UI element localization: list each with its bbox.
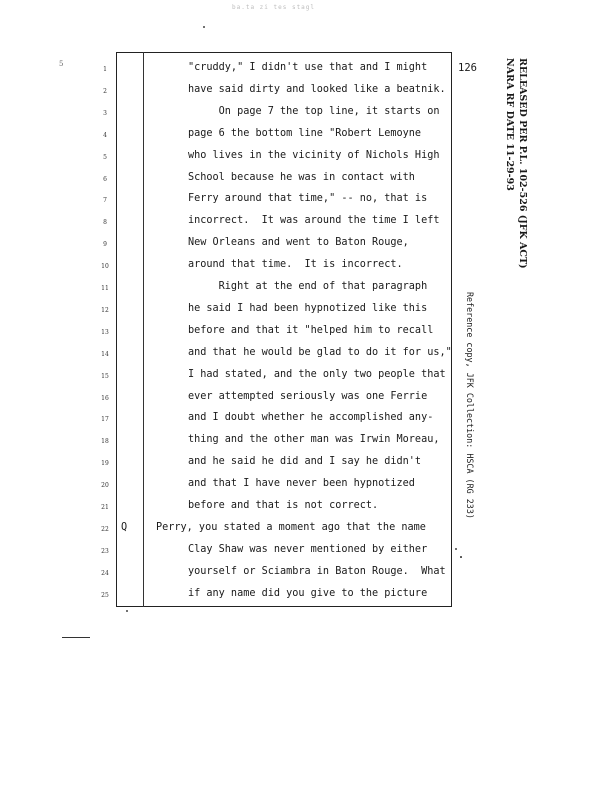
transcript-line: have said dirty and looked like a beatnik. — [188, 83, 446, 95]
line-number: 21 — [101, 504, 109, 511]
line-number: 16 — [101, 394, 109, 402]
left-margin-mark: 5 — [59, 60, 64, 68]
line-number: 9 — [103, 241, 107, 249]
reference-note — [461, 292, 477, 522]
transcript-line: ever attempted seriously was one Ferrie — [188, 390, 428, 402]
line-number: 23 — [101, 547, 109, 555]
transcript-line: Clay Shaw was never mentioned by either — [188, 543, 428, 555]
transcript-line: who lives in the vicinity of Nichols High — [188, 149, 440, 161]
line-number: 4 — [103, 131, 107, 139]
line-number: 11 — [101, 285, 109, 292]
transcript-line: Ferry around that time," -- no, that is — [188, 193, 428, 205]
line-number: 10 — [101, 263, 109, 271]
transcript-line: before and that it "helped him to recall — [188, 324, 434, 336]
transcript-line: On page 7 the top line, it starts on — [188, 105, 440, 117]
line-number: 24 — [101, 569, 109, 577]
line-number: 1 — [103, 66, 107, 73]
transcript-line: School because he was in contact with — [188, 171, 415, 183]
line-number: 25 — [101, 591, 109, 599]
speck — [455, 548, 457, 550]
line-number: 13 — [101, 328, 109, 336]
transcript-line: around that time. It is incorrect. — [188, 259, 403, 271]
release-stamp — [494, 58, 528, 283]
page-number: 126 — [458, 62, 477, 74]
line-number: 18 — [101, 438, 109, 446]
line-number: 3 — [103, 109, 107, 117]
speck — [126, 610, 128, 612]
transcript-line: page 6 the bottom line "Robert Lemoyne — [188, 127, 422, 139]
release-stamp-line-2: NARA RF DATE 11-29-93 — [504, 58, 515, 191]
transcript-line: and that he would be glad to do it for us," — [188, 346, 452, 358]
transcript-line: before and that is not correct. — [188, 500, 379, 511]
transcript-line: Right at the end of that paragraph — [188, 281, 428, 292]
line-number: 15 — [101, 372, 109, 380]
question-marker: Q — [121, 521, 128, 533]
speck — [460, 556, 462, 558]
bottom-dash-mark — [62, 637, 90, 638]
line-number: 2 — [103, 87, 107, 95]
transcript-line: Perry, you stated a moment ago that the name — [156, 521, 426, 533]
line-number: 7 — [103, 197, 107, 205]
transcript-line: and I doubt whether he accomplished any- — [188, 412, 434, 424]
line-number: 12 — [101, 306, 109, 314]
transcript-line: yourself or Sciambra in Baton Rouge. What — [188, 565, 446, 577]
margin-rule — [143, 52, 144, 607]
reference-note-text: Reference copy, JFK Collection: HSCA (RG 233) — [465, 292, 475, 519]
transcript-line: and that I have never been hypnotized — [188, 478, 415, 490]
transcript-line: I had stated, and the only two people that — [188, 368, 446, 380]
transcript-line: "cruddy," I didn't use that and I might — [188, 62, 428, 73]
transcript-line: he said I had been hypnotized like this — [188, 302, 428, 314]
transcript-line: and he said he did and I say he didn't — [188, 456, 422, 468]
line-number: 5 — [103, 153, 107, 161]
transcript-line: incorrect. It was around the time I left — [188, 215, 440, 227]
transcript-line: if any name did you give to the picture — [188, 587, 428, 599]
line-number: 20 — [101, 482, 109, 490]
line-number: 22 — [101, 525, 109, 533]
speck — [203, 26, 205, 28]
release-stamp-line-1: RELEASED PER P.L. 102-526 (JFK ACT) — [517, 58, 528, 269]
line-number: 6 — [103, 175, 107, 183]
header-smudge: ba.ta zi tes stagl — [232, 4, 316, 11]
transcript-line: thing and the other man was Irwin Moreau, — [188, 434, 440, 446]
line-number: 8 — [103, 219, 107, 227]
line-number: 14 — [101, 350, 109, 358]
transcript-line: New Orleans and went to Baton Rouge, — [188, 237, 409, 249]
line-number: 19 — [101, 460, 109, 468]
line-number: 17 — [101, 416, 109, 424]
